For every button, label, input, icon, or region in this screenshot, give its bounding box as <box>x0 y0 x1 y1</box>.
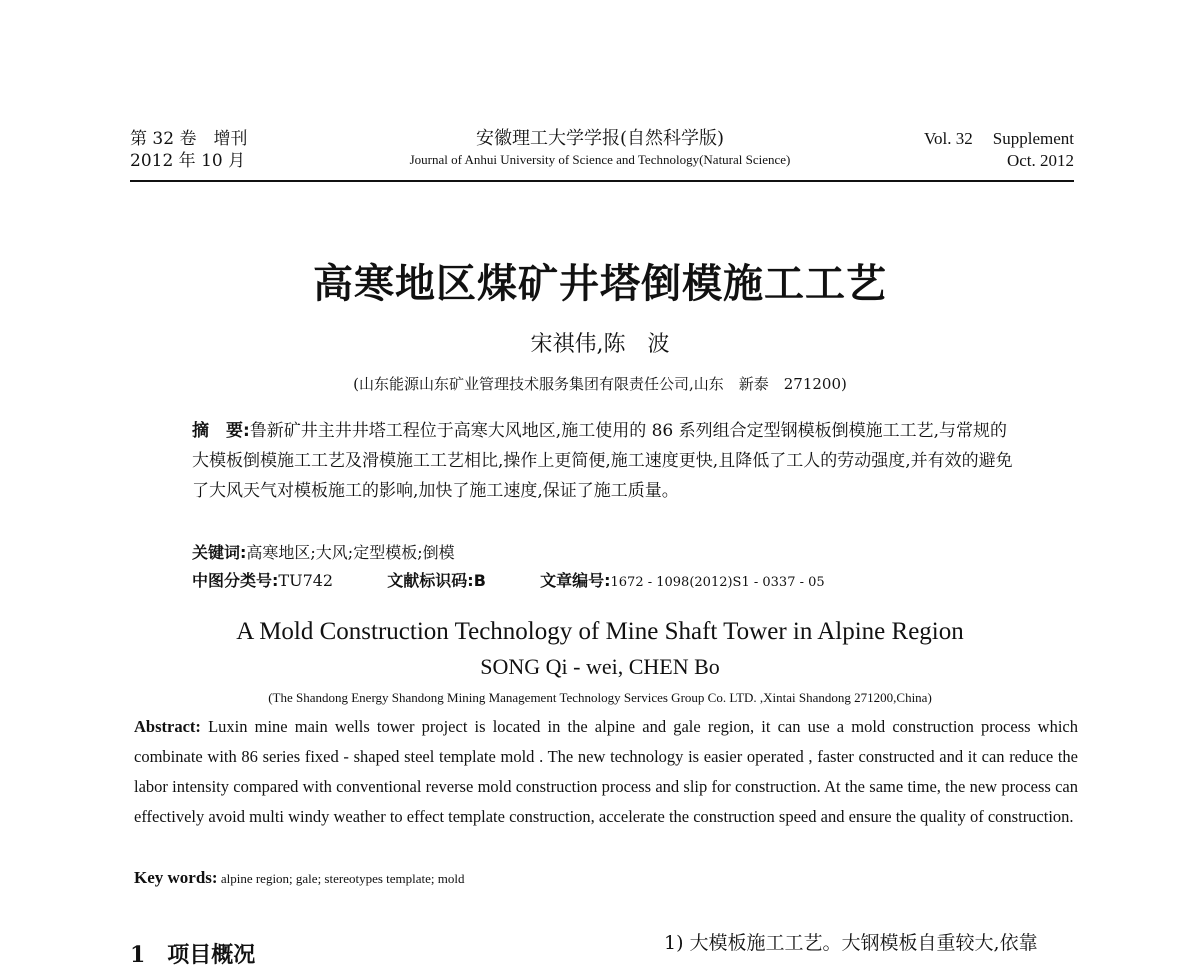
header-volume-block <box>130 128 247 172</box>
abstract-en-text: Luxin mine main wells tower project is located in the alpine and gale region, it can use a mold construction process which combinate with 86 series fixed - shaped steel template mold . The new technology is easier operated , faster constructed and it can reduce the labor intensity compared with conventional reverse mold construction process and slip for construction. At the same time, the new process can effectively avoid multi windy weather to effect template construction, accelerate the construction speed and ensure the quality of construction. <box>134 717 1079 826</box>
keywords-en-label: Key words: <box>134 868 218 887</box>
abstract-en-label: Abstract: <box>134 717 201 736</box>
journal-name-en: Journal of Anhui University of Science and Technology(Natural Science) <box>409 152 791 167</box>
clc-label: 中图分类号: <box>192 571 279 590</box>
header-volume-en: Vol. 32 <box>923 129 973 148</box>
page-title-cn: 高寒地区煤矿井塔倒模施工工艺 <box>313 260 887 307</box>
header-date-cn: 2012 年 10 月 <box>130 151 246 171</box>
classification-row <box>192 568 825 591</box>
header-volume-cn: 第 32 卷 增刊 <box>130 129 248 149</box>
keywords-en <box>134 868 465 888</box>
doc-code-value: B <box>473 571 486 590</box>
keywords-cn-text: 高寒地区;大风;定型模板;倒模 <box>246 543 455 562</box>
page-title-en: A Mold Construction Technology of Mine Shaft Tower in Alpine Region <box>236 618 964 645</box>
affiliation-cn: (山东能源山东矿业管理技术服务集团有限责任公司,山东 新泰 271200) <box>353 375 847 393</box>
header-journal-block <box>340 128 860 170</box>
abstract-cn-label: 摘 要: <box>192 421 250 441</box>
article-number-label: 文章编号: <box>540 571 611 590</box>
header-rule <box>130 180 1074 182</box>
section-heading: 1 项目概况 <box>130 942 256 968</box>
doc-code-label: 文献标识码: <box>387 571 474 590</box>
header-date-en: Oct. 2012 <box>1006 151 1074 170</box>
affiliation-en: (The Shandong Energy Shandong Mining Management Technology Services Group Co. LTD. ,Xintai Shandong 271200,China) <box>268 690 932 705</box>
keywords-cn <box>192 540 455 563</box>
authors-cn: 宋祺伟,陈 波 <box>530 332 670 357</box>
keywords-cn-label: 关键词: <box>192 543 247 562</box>
abstract-cn-text: 鲁新矿井主井井塔工程位于高寒大风地区,施工使用的 86 系列组合定型钢模板倒模施工工艺,与常规的大模板倒模施工工艺及滑模施工工艺相比,操作上更简便,施工速度更快,且降低了工人的劳动强度,并有效的避免了大风天气对模板施工的影响,加快了施工速度,保证了施工质量。 <box>192 421 1013 501</box>
header-supplement-en: Supplement <box>992 129 1074 148</box>
article-number-value: 1672 - 1098(2012)S1 - 0337 - 05 <box>610 575 825 590</box>
authors-en: SONG Qi - wei, CHEN Bo <box>480 654 720 679</box>
abstract-cn <box>192 416 1022 506</box>
clc-value: TU742 <box>278 571 334 590</box>
body-text-right-column: 1) 大模板施工工艺。大钢模板自重较大,依靠 <box>664 932 1038 954</box>
abstract-en <box>134 712 1078 832</box>
keywords-en-text: alpine region; gale; stereotypes template; mold <box>220 871 465 886</box>
header-volume-en-block <box>924 128 1074 172</box>
journal-name-cn: 安徽理工大学学报(自然科学版) <box>475 128 725 149</box>
